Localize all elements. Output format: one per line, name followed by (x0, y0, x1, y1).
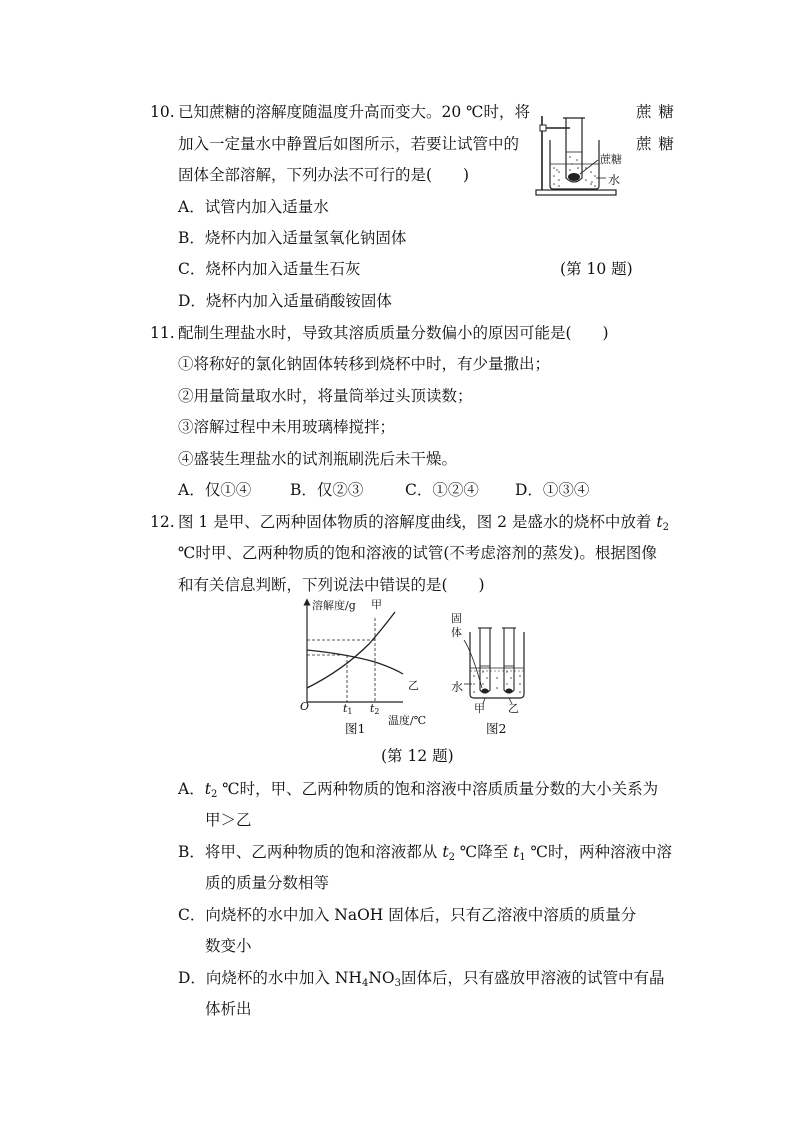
q12-stem-line1-text: 图 1 是甲、乙两种固体物质的溶解度曲线，图 2 是盛水的烧杯中放着 (178, 513, 657, 531)
q10-stem-line2-tail: 蔗 糖 (636, 135, 675, 153)
fig1-t1-sub: 1 (347, 707, 353, 716)
q10-stem-line3: 固体全部溶解，下列办法不可行的是( ) (178, 166, 470, 184)
q11-option-b: B．仅②③ (290, 481, 364, 499)
q11-item-1: ①将称好的氯化钠固体转移到烧杯中时，有少量撒出； (178, 355, 551, 373)
q12-optd-sub2: 3 (394, 978, 401, 989)
q12-caption: (第 12 题) (381, 747, 454, 765)
q12-stem-line3: 和有关信息判断，下列说法中错误的是( ) (178, 576, 485, 594)
q10-number: 10. (150, 103, 175, 121)
fig1-t2: t (370, 702, 375, 715)
fig2-label-b: 乙 (508, 702, 519, 715)
q12-optd-mid: NO (368, 969, 395, 987)
q12-option-b (178, 842, 672, 868)
q11-option-a: A．仅①④ (178, 481, 252, 499)
fig2-label-solid-1: 固 (451, 612, 462, 625)
q12-stem-line2: ℃时甲、乙两种物质的饱和溶液的试管(不考虑溶剂的蒸发)。根据图像 (178, 544, 657, 562)
q12-option-d-line2: 体析出 (205, 1000, 252, 1018)
q12-opta-prefix: A． (178, 780, 205, 798)
q11-number: 11. (150, 324, 175, 342)
fig1-xlabel: 温度/℃ (388, 714, 427, 727)
fig1-t1: t (343, 702, 348, 715)
q12-stem-line1 (178, 512, 669, 538)
q11-item-4: ④盛装生理盐水的试剂瓶刷洗后未干燥。 (178, 450, 458, 468)
q12-opta-text: ℃时，甲、乙两种物质的饱和溶液中溶质质量分数的大小关系为 (217, 780, 659, 798)
q12-option-d (178, 968, 664, 994)
q10-option-d: D．烧杯内加入适量硝酸铵固体 (178, 292, 392, 310)
q12-opta-t: t (204, 780, 211, 798)
fig1-tick-t2 (370, 702, 380, 716)
q12-optd-text: 固体后，只有盛放甲溶液的试管中有晶 (400, 969, 665, 987)
q10-option-c: C．烧杯内加入适量生石灰 (178, 260, 361, 278)
fig2-label-a: 甲 (474, 702, 485, 715)
q12-opta-t-sub: 2 (210, 789, 218, 800)
fig1-series-a-label: 甲 (371, 598, 382, 611)
fig1-tick-t1 (343, 702, 353, 716)
q11-stem: 配制生理盐水时，导致其溶质质量分数偏小的原因可能是( ) (178, 324, 609, 342)
q12-optd-prefix: D．向烧杯的水中加入 NH (178, 969, 362, 987)
fig1-series-b-label: 乙 (408, 679, 419, 692)
q12-option-a (178, 779, 658, 805)
q10-option-b: B．烧杯内加入适量氢氧化钠固体 (178, 229, 407, 247)
fig2-label-solid-2: 体 (451, 626, 462, 639)
q12-optb-mid: ℃降至 (454, 843, 514, 861)
q12-option-a-line2: 甲＞乙 (205, 811, 252, 829)
q12-fig1 (295, 598, 425, 716)
fig1-origin: O (300, 700, 310, 713)
q12-optb-t1-sub: 1 (519, 852, 526, 863)
q10-caption: (第 10 题) (560, 260, 633, 278)
q10-stem-line1: 已知蔗糖的溶解度随温度升高而变大。20 ℃时，将 (178, 103, 530, 121)
q12-optb-t1: t (513, 843, 520, 861)
fig1-ylabel: 溶解度/g (312, 599, 356, 612)
q12-stem-t: t (656, 513, 663, 531)
q12-optb-prefix: B．将甲、乙两种物质的饱和溶液都从 (178, 843, 443, 861)
q10-stem-line1-tail: 蔗 糖 (636, 103, 675, 121)
q11-option-c: C．①②④ (405, 481, 479, 499)
fig1-t2-sub: 2 (374, 707, 380, 716)
q11-option-d: D．①③④ (515, 481, 590, 499)
series-a-curve (307, 612, 395, 688)
q12-optb-t2: t (442, 843, 449, 861)
q11-item-3: ③溶解过程中未用玻璃棒搅拌； (178, 418, 396, 436)
q12-stem-t-sub: 2 (662, 522, 669, 533)
q11-item-2: ②用量筒量取水时，将量筒举过头顶读数； (178, 387, 473, 405)
q12-option-c-line2: 数变小 (205, 937, 252, 955)
fig2-title: 图2 (486, 721, 507, 736)
series-b-curve (307, 650, 403, 674)
q12-number: 12. (150, 513, 175, 531)
fig2-label-water: 水 (451, 680, 464, 694)
q10-label-sucrose: 蔗糖 (600, 153, 622, 166)
q12-optb-t2-sub: 2 (448, 852, 455, 863)
q10-label-water: 水 (608, 173, 621, 187)
q10-option-a: A．试管内加入适量水 (178, 198, 329, 216)
q12-optb-text: ℃时，两种溶液中溶 (525, 843, 673, 861)
q12-option-c: C．向烧杯的水中加入 NaOH 固体后，只有乙溶液中溶质的质量分 (178, 906, 637, 924)
q12-optd-sub1: 4 (361, 978, 369, 989)
q12-option-b-line2: 质的质量分数相等 (205, 874, 330, 892)
q10-stem-line2: 加入一定量水中静置后如图所示，若要让试管中的 (178, 135, 520, 153)
fig1-title: 图1 (345, 721, 366, 736)
solubility-curve-chart (295, 598, 425, 716)
